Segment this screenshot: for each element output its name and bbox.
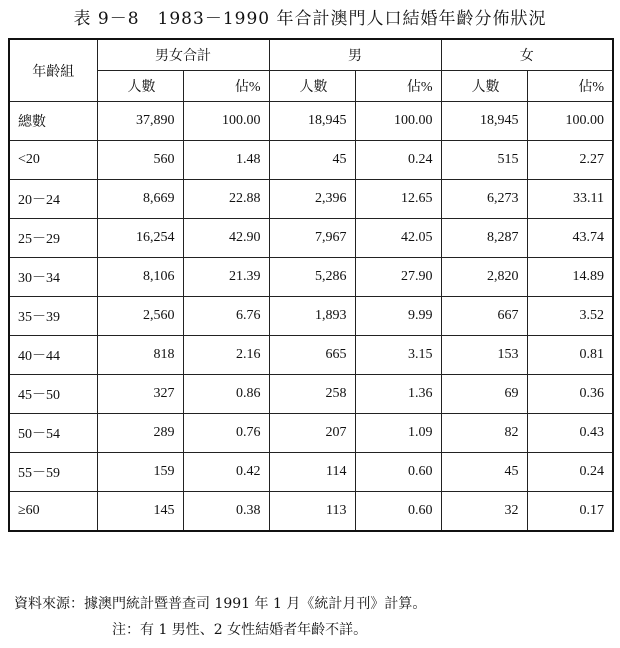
female-percent-cell: 3.52 (527, 297, 613, 336)
marriage-age-table (8, 38, 614, 532)
female-percent-cell: 0.17 (527, 492, 613, 532)
male-count-cell: 18,945 (269, 102, 355, 141)
header-percent: 佔% (183, 71, 269, 102)
male-count-cell: 665 (269, 336, 355, 375)
male-percent-cell: 0.24 (355, 141, 441, 180)
table-row (9, 414, 613, 453)
total-count-cell: 16,254 (97, 219, 183, 258)
total-percent-cell: 22.88 (183, 180, 269, 219)
table-row (9, 375, 613, 414)
total-count-cell: 2,560 (97, 297, 183, 336)
table-title: 表 9－8 1983－1990 年合計澳門人口結婚年齡分佈狀況 (73, 9, 547, 29)
female-count-cell: 32 (441, 492, 527, 532)
table-row (9, 258, 613, 297)
header-group-total: 男女合計 (97, 39, 269, 71)
female-count-cell: 45 (441, 453, 527, 492)
female-percent-cell: 14.89 (527, 258, 613, 297)
age-group-cell: 35－39 (9, 297, 97, 336)
female-percent-cell: 100.00 (527, 102, 613, 141)
total-percent-cell: 0.86 (183, 375, 269, 414)
female-count-cell: 82 (441, 414, 527, 453)
male-count-cell: 207 (269, 414, 355, 453)
female-count-cell: 69 (441, 375, 527, 414)
age-group-cell: 50－54 (9, 414, 97, 453)
female-percent-cell: 33.11 (527, 180, 613, 219)
total-percent-cell: 1.48 (183, 141, 269, 180)
male-percent-cell: 12.65 (355, 180, 441, 219)
table-row (9, 180, 613, 219)
total-count-cell: 8,106 (97, 258, 183, 297)
table-row (9, 102, 613, 141)
total-percent-cell: 0.76 (183, 414, 269, 453)
total-count-cell: 145 (97, 492, 183, 532)
total-count-cell: 560 (97, 141, 183, 180)
male-percent-cell: 1.36 (355, 375, 441, 414)
male-count-cell: 258 (269, 375, 355, 414)
male-percent-cell: 0.60 (355, 453, 441, 492)
total-count-cell: 8,669 (97, 180, 183, 219)
female-percent-cell: 0.81 (527, 336, 613, 375)
table-row (9, 219, 613, 258)
female-count-cell: 2,820 (441, 258, 527, 297)
male-percent-cell: 1.09 (355, 414, 441, 453)
female-percent-cell: 43.74 (527, 219, 613, 258)
male-percent-cell: 42.05 (355, 219, 441, 258)
female-count-cell: 18,945 (441, 102, 527, 141)
age-group-cell: 30－34 (9, 258, 97, 297)
age-group-cell: 45－50 (9, 375, 97, 414)
female-count-cell: 153 (441, 336, 527, 375)
total-count-cell: 327 (97, 375, 183, 414)
total-percent-cell: 0.42 (183, 453, 269, 492)
female-count-cell: 667 (441, 297, 527, 336)
female-percent-cell: 0.36 (527, 375, 613, 414)
header-group-female: 女 (441, 39, 613, 71)
total-percent-cell: 21.39 (183, 258, 269, 297)
age-group-cell: 20－24 (9, 180, 97, 219)
total-percent-cell: 2.16 (183, 336, 269, 375)
total-count-cell: 818 (97, 336, 183, 375)
total-percent-cell: 0.38 (183, 492, 269, 532)
header-count: 人數 (269, 71, 355, 102)
female-count-cell: 6,273 (441, 180, 527, 219)
header-age-group: 年齡組 (9, 39, 97, 102)
female-percent-cell: 2.27 (527, 141, 613, 180)
male-count-cell: 45 (269, 141, 355, 180)
male-percent-cell: 100.00 (355, 102, 441, 141)
table-row (9, 336, 613, 375)
table-row (9, 297, 613, 336)
male-percent-cell: 3.15 (355, 336, 441, 375)
total-percent-cell: 100.00 (183, 102, 269, 141)
header-percent: 佔% (527, 71, 613, 102)
female-count-cell: 515 (441, 141, 527, 180)
table-row (9, 453, 613, 492)
male-count-cell: 2,396 (269, 180, 355, 219)
table-row (9, 492, 613, 532)
male-count-cell: 1,893 (269, 297, 355, 336)
table-row (9, 141, 613, 180)
total-percent-cell: 42.90 (183, 219, 269, 258)
age-group-cell: 25－29 (9, 219, 97, 258)
female-percent-cell: 0.24 (527, 453, 613, 492)
total-count-cell: 289 (97, 414, 183, 453)
age-group-cell: 55－59 (9, 453, 97, 492)
age-group-cell: 總數 (9, 102, 97, 141)
age-group-cell: 40－44 (9, 336, 97, 375)
source-note: 資料來源：據澳門統計暨普查司 1991 年 1 月《統計月刊》計算。 (14, 596, 427, 612)
male-percent-cell: 27.90 (355, 258, 441, 297)
header-group-male: 男 (269, 39, 441, 71)
total-count-cell: 37,890 (97, 102, 183, 141)
header-percent: 佔% (355, 71, 441, 102)
male-count-cell: 5,286 (269, 258, 355, 297)
male-percent-cell: 0.60 (355, 492, 441, 532)
age-group-cell: ≥60 (9, 492, 97, 532)
male-count-cell: 113 (269, 492, 355, 532)
header-count: 人數 (441, 71, 527, 102)
female-percent-cell: 0.43 (527, 414, 613, 453)
male-count-cell: 114 (269, 453, 355, 492)
total-percent-cell: 6.76 (183, 297, 269, 336)
footnote: 注：有 1 男性、2 女性結婚者年齡不詳。 (112, 622, 368, 638)
female-count-cell: 8,287 (441, 219, 527, 258)
total-count-cell: 159 (97, 453, 183, 492)
header-count: 人數 (97, 71, 183, 102)
male-percent-cell: 9.99 (355, 297, 441, 336)
age-group-cell: <20 (9, 141, 97, 180)
male-count-cell: 7,967 (269, 219, 355, 258)
